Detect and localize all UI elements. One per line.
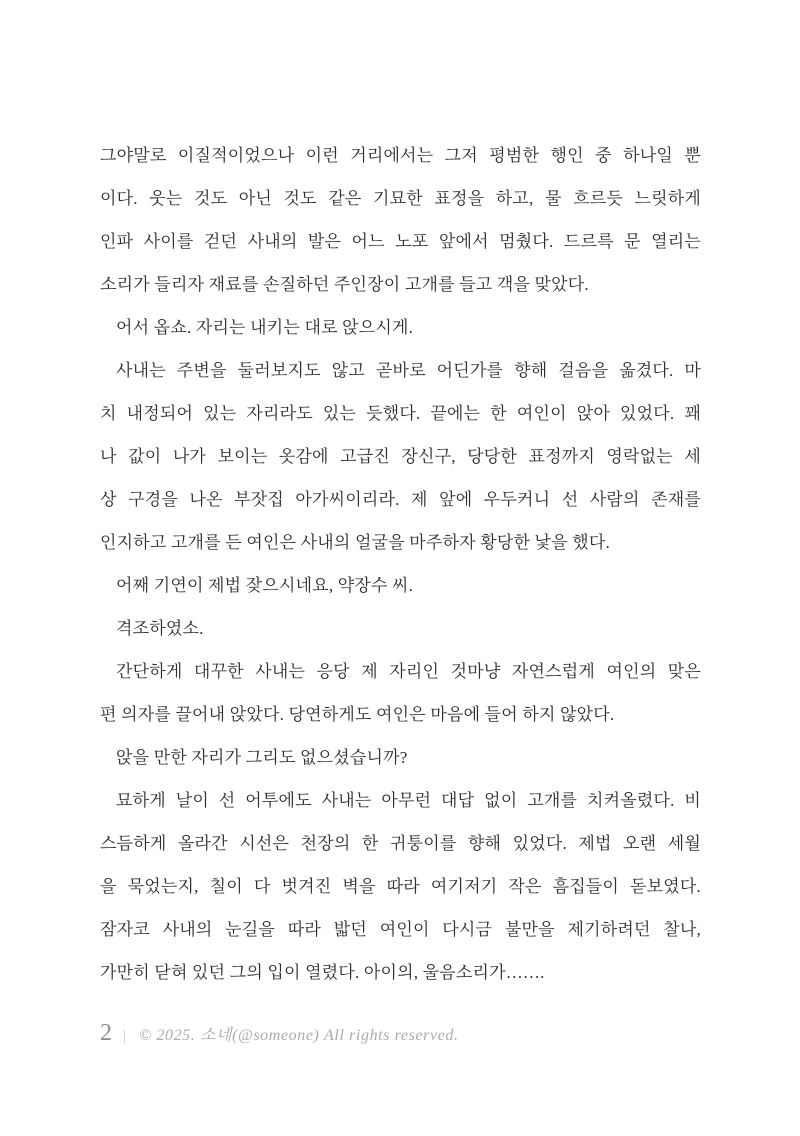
text-line: 상 구경을 나온 부잣집 아가씨이리라. 제 앞에 우두커니 선 사람의 존재를 — [100, 490, 701, 509]
text-line: 스듬하게 올라간 시선은 천장의 한 귀퉁이를 향해 있었다. 제법 오랜 세월 — [100, 834, 701, 853]
footer-separator: | — [123, 1028, 127, 1044]
text-line: 이다. 웃는 것도 아닌 것도 같은 기묘한 표정을 하고, 물 흐르듯 느릿하게 — [100, 189, 701, 208]
text-line: 사내는 주변을 둘러보지도 않고 곧바로 어딘가를 향해 걸음을 옮겼다. 마 — [116, 361, 701, 380]
text-line: 나 값이 나가 보이는 옷감에 고급진 장신구, 당당한 표정까지 영락없는 세 — [100, 447, 701, 466]
text-line: 가만히 닫혀 있던 그의 입이 열렸다. 아이의, 울음소리가……. — [100, 963, 545, 982]
text-line: 치 내정되어 있는 자리라도 있는 듯했다. 끝에는 한 여인이 앉아 있었다. 꽤 — [100, 404, 701, 423]
text-line: 묘하게 날이 선 어투에도 사내는 아무런 대답 없이 고개를 치켜올렸다. 비 — [116, 791, 701, 810]
text-line: 인지하고 고개를 든 여인은 사내의 얼굴을 마주하자 황당한 낯을 했다. — [100, 533, 610, 552]
text-line: 어서 옵쇼. 자리는 내키는 대로 앉으시게. — [116, 318, 414, 337]
text-line: 그야말로 이질적이었으나 이런 거리에서는 그저 평범한 행인 중 하나일 뿐 — [100, 146, 701, 165]
text-line: 격조하였소. — [116, 619, 204, 638]
text-line: 앉을 만한 자리가 그리도 없으셨습니까? — [116, 748, 408, 767]
story-text-block — [100, 134, 701, 994]
copyright-text: © 2025. 소네(@someone) All rights reserved. — [139, 1027, 459, 1044]
text-line: 편 의자를 끌어내 앉았다. 당연하게도 여인은 마음에 들어 하지 않았다. — [100, 705, 615, 724]
text-line: 인파 사이를 걷던 사내의 발은 어느 노포 앞에서 멈췄다. 드르륵 문 열리는 — [100, 232, 701, 251]
text-line: 소리가 들리자 재료를 손질하던 주인장이 고개를 들고 객을 맞았다. — [100, 275, 589, 294]
page-footer — [100, 1020, 459, 1047]
text-line: 을 묵었는지, 칠이 다 벗겨진 벽을 따라 여기저기 작은 흠집들이 돋보였다. — [100, 877, 701, 896]
text-line: 어째 기연이 제법 잦으시네요, 약장수 씨. — [116, 576, 414, 595]
text-line: 간단하게 대꾸한 사내는 응당 제 자리인 것마냥 자연스럽게 여인의 맞은 — [116, 662, 701, 681]
text-line: 잠자코 사내의 눈길을 따라 밟던 여인이 다시금 불만을 제기하려던 찰나, — [100, 920, 701, 939]
page-number: 2 — [100, 1020, 112, 1046]
